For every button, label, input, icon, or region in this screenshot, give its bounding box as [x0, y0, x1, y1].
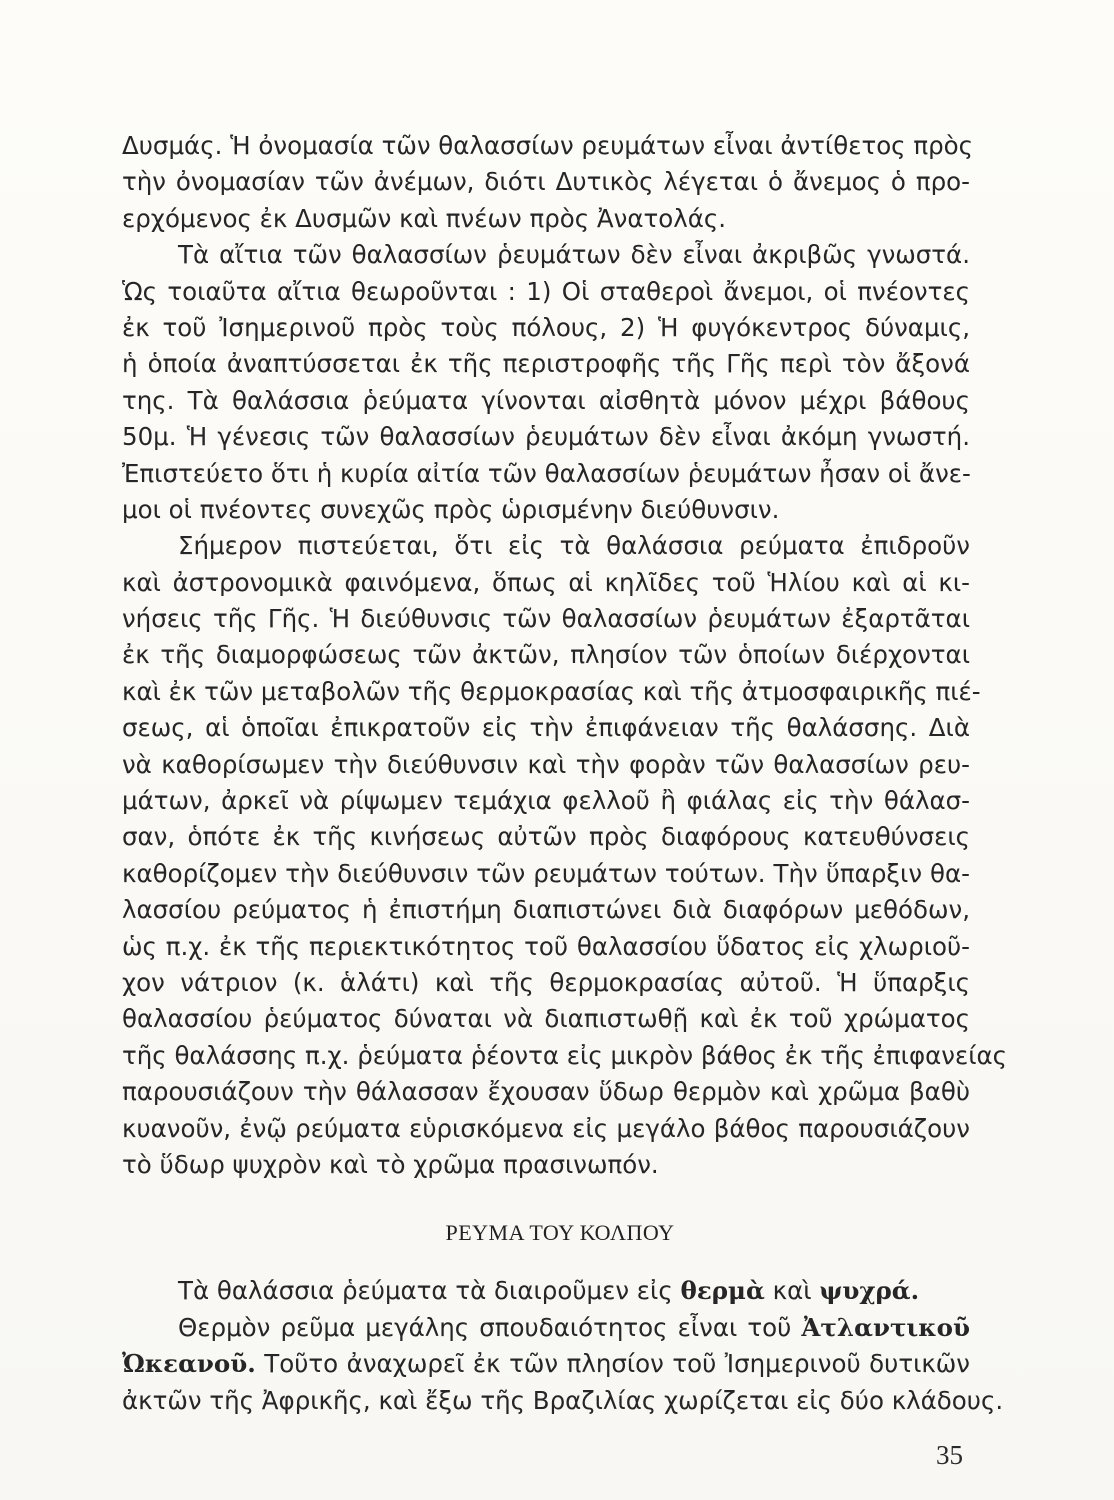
text-line: της. Τὰ θαλάσσια ῥεύματα γίνονται αἰσθητὰ μόνον μέχρι βάθους — [122, 385, 970, 415]
text-line — [122, 1273, 970, 1309]
text-line: ερχόμενος ἐκ Δυσμῶν καὶ πνέων πρὸς Ἀνατολάς. — [122, 203, 727, 233]
text-line: τῆς θαλάσσης π.χ. ῥεύματα ῥέοντα εἰς μικρὸν βάθος ἐκ τῆς ἐπιφανείας — [122, 1040, 1008, 1070]
text-line: καὶ ἐκ τῶν μεταβολῶν τῆς θερμοκρασίας καὶ τῆς ἀτμοσφαιρικῆς πιέ- — [122, 676, 981, 706]
text-line: 50μ. Ἡ γένεσις τῶν θαλασσίων ῥευμάτων δὲν εἶναι ἀκόμη γνωστή. — [122, 422, 970, 452]
text-line: τὸ ὕδωρ ψυχρὸν καὶ τὸ χρῶμα πρασινωπόν. — [122, 1149, 659, 1179]
text-line: σεως, αἱ ὁποῖαι ἐπικρατοῦν εἰς τὴν ἐπιφάνειαν τῆς θαλάσσης. Διὰ — [122, 713, 970, 743]
page-text — [122, 128, 1008, 1419]
paragraph-3 — [122, 528, 1008, 1183]
line-text: Τὰ θαλάσσια ῥεύματα τὰ διαιροῦμεν εἰς — [178, 1276, 681, 1306]
text-line: χον νάτριον (κ. ἁλάτι) καὶ τῆς θερμοκρασίας αὐτοῦ. Ἡ ὕπαρξις — [122, 967, 970, 997]
text-line: μοι οἱ πνέοντες συνεχῶς πρὸς ὡρισμένην διεύθυνσιν. — [122, 494, 780, 524]
text-line: νὰ καθορίσωμεν τὴν διεύθυνσιν καὶ τὴν φορὰν τῶν θαλασσίων ρευ- — [122, 749, 970, 779]
page-number: 35 — [936, 1440, 963, 1470]
bold-term-ocean: Ὠκεανοῦ. — [122, 1349, 256, 1379]
text-line: θαλασσίου ῥεύματος δύναται νὰ διαπιστωθῇ καὶ ἐκ τοῦ χρώματος — [122, 1004, 970, 1034]
paragraph-4 — [122, 1273, 1004, 1419]
text-line: Σήμερον πιστεύεται, ὅτι εἰς τὰ θαλάσσια ρεύματα ἐπιδροῦν — [178, 531, 970, 561]
text-line: ἐκ τοῦ Ἰσημερινοῦ πρὸς τοὺς πόλους, 2) Ἡ φυγόκεντρος δύναμις, — [122, 312, 970, 342]
text-line: λασσίου ρεύματος ἡ ἐπιστήμη διαπιστώνει διὰ διαφόρων μεθόδων, — [122, 895, 970, 925]
bold-term-cold: ψυχρά. — [819, 1276, 920, 1306]
text-line — [122, 1310, 970, 1346]
text-line: νήσεις τῆς Γῆς. Ἡ διεύθυνσις τῶν θαλασσίων ῥευμάτων ἐξαρτᾶται — [122, 604, 970, 634]
text-line: σαν, ὁπότε ἐκ τῆς κινήσεως αὐτῶν πρὸς διαφόρους κατευθύνσεις — [122, 822, 970, 852]
paragraph-1 — [122, 128, 974, 237]
section-heading: ΡΕΥΜΑ ΤΟΥ ΚΟΛΠΟΥ — [445, 1220, 675, 1246]
paragraph-2 — [122, 237, 970, 528]
line-text: Θερμὸν ρεῦμα μεγάλης σπουδαιότητος εἶναι τοῦ — [178, 1312, 802, 1342]
text-line: Τὰ αἴτια τῶν θαλασσίων ῥευμάτων δὲν εἶναι ἀκριβῶς γνωστά. — [178, 240, 970, 270]
spacer — [122, 1253, 970, 1273]
text-line: μάτων, ἀρκεῖ νὰ ρίψωμεν τεμάχια φελλοῦ ἢ φιάλας εἰς τὴν θάλασ- — [122, 786, 970, 816]
text-line: ὡς π.χ. ἐκ τῆς περιεκτικότητος τοῦ θαλασσίου ὕδατος εἰς χλωριοῦ- — [122, 931, 970, 961]
line-text: καὶ — [764, 1276, 820, 1306]
text-line: ἡ ὁποία ἀναπτύσσεται ἐκ τῆς περιστροφῆς τῆς Γῆς περὶ τὸν ἄξονά — [122, 349, 970, 379]
text-line: κυανοῦν, ἐνῷ ρεύματα εὑρισκόμενα εἰς μεγάλο βάθος παρουσιάζουν — [122, 1113, 970, 1143]
bold-term-atlantic: Ἀτλαντικοῦ — [801, 1312, 970, 1342]
text-line: Ὡς τοιαῦτα αἴτια θεωροῦνται : 1) Οἱ σταθεροὶ ἄνεμοι, οἱ πνέοντες — [122, 276, 970, 306]
text-line: τὴν ὀνομασίαν τῶν ἀνέμων, διότι Δυτικὸς λέγεται ὁ ἄνεμος ὁ προ- — [122, 167, 970, 197]
text-line: ἐκ τῆς διαμορφώσεως τῶν ἀκτῶν, πλησίον τῶν ὁποίων διέρχονται — [122, 640, 970, 670]
text-line: ἀκτῶν τῆς Ἀφρικῆς, καὶ ἔξω τῆς Βραζιλίας χωρίζεται εἰς δύο κλάδους. — [122, 1385, 1004, 1415]
spacer — [122, 1183, 970, 1213]
text-line: Ἐπιστεύετο ὅτι ἡ κυρία αἰτία τῶν θαλασσίων ῥευμάτων ἦσαν οἱ ἄνε- — [122, 458, 971, 488]
line-text: Τοῦτο ἀναχωρεῖ ἐκ τῶν πλησίον τοῦ Ἰσημερινοῦ δυτικῶν — [255, 1349, 970, 1379]
bold-term-warm: θερμὰ — [680, 1276, 765, 1306]
text-line: καὶ ἀστρονομικὰ φαινόμενα, ὅπως αἱ κηλῖδες τοῦ Ἡλίου καὶ αἱ κι- — [122, 567, 970, 597]
text-line: καθορίζομεν τὴν διεύθυνσιν τῶν ρευμάτων τούτων. Τὴν ὕπαρξιν θα- — [122, 858, 970, 888]
text-line — [122, 1346, 970, 1382]
text-line: παρουσιάζουν τὴν θάλασσαν ἔχουσαν ὕδωρ θερμὸν καὶ χρῶμα βαθὺ — [122, 1077, 970, 1107]
text-line: Δυσμάς. Ἡ ὀνομασία τῶν θαλασσίων ρευμάτων εἶναι ἀντίθετος πρὸς — [122, 131, 974, 160]
